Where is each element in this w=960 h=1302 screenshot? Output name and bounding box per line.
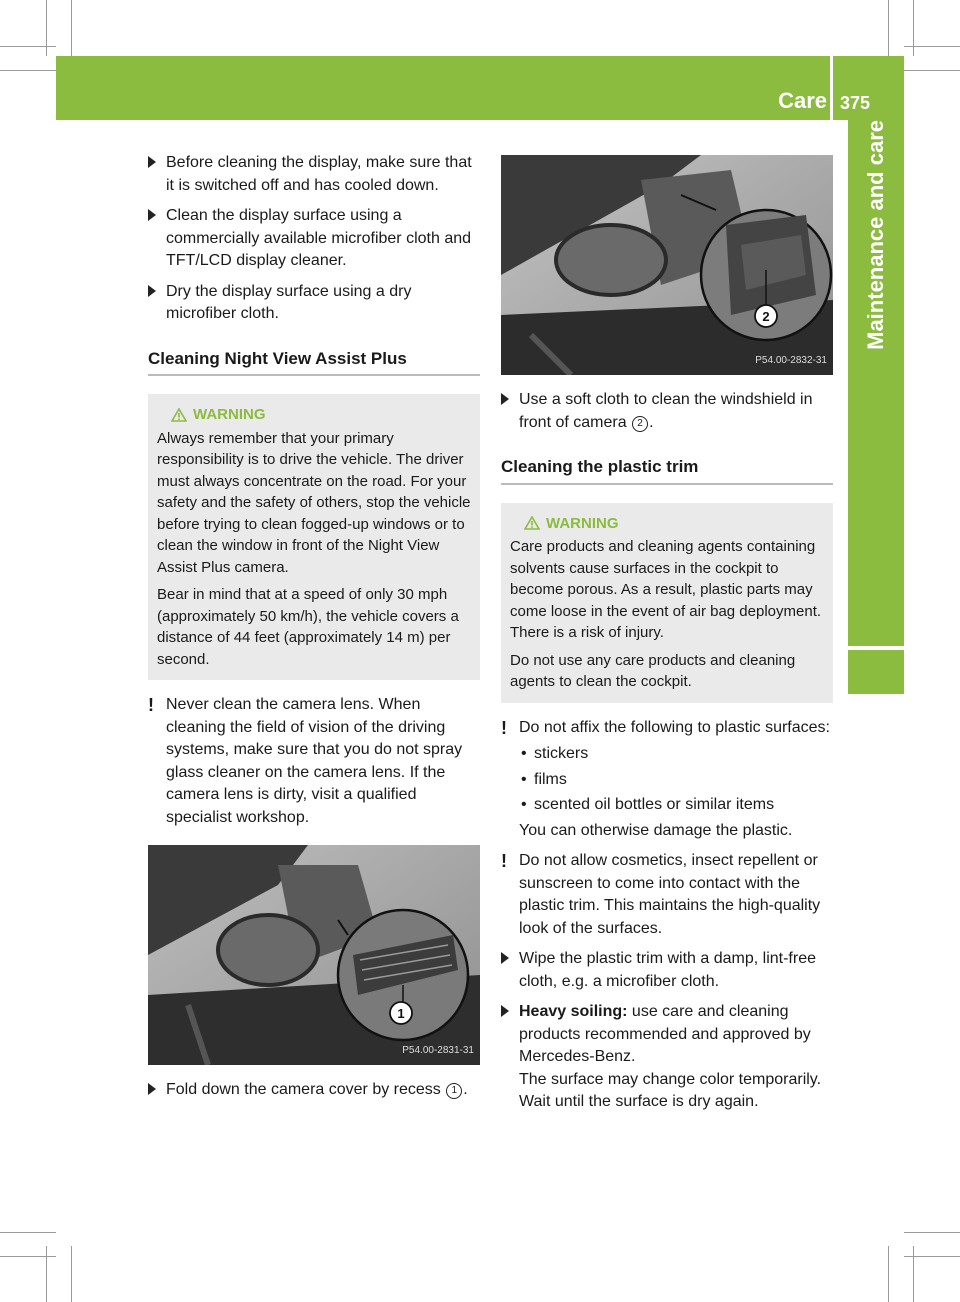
warning-title-text: WARNING	[193, 406, 266, 423]
caution-note	[501, 717, 833, 843]
crop-mark	[888, 0, 889, 56]
camera-illustration	[148, 845, 480, 1065]
crop-mark	[913, 1246, 914, 1302]
step-label: Heavy soiling:	[519, 1003, 628, 1020]
figure-code: P54.00-2831-31	[402, 1044, 474, 1056]
list-item-text: stickers	[534, 745, 589, 762]
crop-mark	[71, 0, 72, 56]
page-number: 375	[840, 93, 871, 113]
warning-box	[148, 394, 480, 680]
instruction-step	[148, 205, 480, 273]
section-heading: Cleaning Night View Assist Plus	[148, 348, 480, 377]
instruction-step	[501, 948, 833, 993]
step-text: Clean the display surface using a commercially available microfiber cloth and TFT/LCD display cleaner.	[166, 207, 472, 269]
arrow-bullet-icon	[148, 285, 156, 297]
callout-reference: 1	[446, 1083, 462, 1099]
crop-mark	[0, 70, 56, 71]
note-text: Never clean the camera lens. When cleaning the field of vision of the driving systems, make sure that you do not spray glass cleaner on the camera lens. If the camera lens is dirty, visit a qualified specialist workshop.	[166, 696, 463, 826]
camera-illustration	[501, 155, 833, 375]
note-text: You can otherwise damage the plastic.	[519, 821, 793, 839]
warning-title	[171, 404, 472, 426]
instruction-step	[148, 281, 480, 326]
warning-text: Always remember that your primary responsibility is to drive the vehicle. The driver must always concentrate on the road. For your safety and the safety of others, stop the vehicle before trying to clean fogged-up windows or to clean the window in front of the Night View Assist Plus camera.	[157, 429, 471, 576]
crop-mark	[913, 0, 914, 56]
right-column	[501, 155, 833, 1122]
arrow-bullet-icon	[148, 156, 156, 168]
exclamation-icon: !	[501, 717, 507, 738]
crop-mark	[71, 1246, 72, 1302]
step-text: use care and cleaning products recommended and approved by Mercedes-Benz.	[519, 1003, 811, 1065]
caution-note	[501, 850, 833, 940]
callout-number: 1	[397, 1006, 405, 1021]
instruction-step	[148, 1079, 480, 1102]
arrow-bullet-icon	[501, 393, 509, 405]
warning-title-text: WARNING	[546, 514, 619, 532]
arrow-bullet-icon	[148, 1083, 156, 1095]
crop-mark	[888, 1246, 889, 1302]
instruction-step	[501, 389, 833, 434]
note-text: Do not affix the following to plastic surfaces:	[519, 718, 830, 736]
callout-number: 2	[762, 309, 770, 324]
figure-code: P54.00-2832-31	[755, 354, 827, 366]
arrow-bullet-icon	[501, 952, 509, 964]
caution-note	[148, 694, 480, 829]
instruction-step	[148, 152, 480, 197]
warning-box	[501, 503, 833, 703]
crop-mark	[0, 1232, 56, 1233]
header-separator	[830, 56, 833, 120]
left-column	[148, 152, 480, 1110]
warning-triangle-icon	[524, 516, 540, 530]
crop-mark	[0, 46, 56, 47]
windshield-camera-photo	[501, 155, 833, 375]
exclamation-icon: !	[501, 851, 507, 871]
step-text: The surface may change color temporarily. Wait until the surface is dry again.	[519, 1070, 822, 1110]
crop-mark	[904, 70, 960, 71]
camera-cover-photo	[148, 845, 480, 1065]
warning-text: Bear in mind that at a speed of only 30 mph (approximately 50 km/h), the vehicle covers a distance of 44 feet (approximately 14 m) per second.	[157, 586, 459, 668]
crop-mark	[46, 1246, 47, 1302]
list-item: • scented oil bottles or similar items	[521, 796, 775, 813]
step-text: Dry the display surface using a dry microfiber cloth.	[166, 282, 412, 322]
warning-title	[524, 513, 825, 535]
step-text: Use a soft cloth to clean the windshield in front of camera	[519, 391, 813, 431]
arrow-bullet-icon	[501, 1005, 509, 1017]
crop-mark	[0, 1256, 56, 1257]
exclamation-icon: !	[148, 695, 154, 715]
step-text: Fold down the camera cover by recess	[166, 1081, 441, 1098]
crop-mark	[46, 0, 47, 56]
list-item: • stickers	[521, 745, 589, 762]
warning-text: Care products and cleaning agents containing solvents cause surfaces in the cockpit to become porous. As a result, plastic parts may come loose in the event of air bag deployment. There is a risk of injury.	[510, 538, 822, 641]
warning-triangle-icon	[171, 408, 187, 422]
instruction-step	[501, 1001, 833, 1114]
note-text: Do not allow cosmetics, insect repellent or sunscreen to come into contact with the plastic trim. This maintains the high-quality look of the surfaces.	[519, 852, 821, 937]
list-item: • films	[521, 770, 567, 788]
crop-mark	[904, 1232, 960, 1233]
warning-text: Do not use any care products and cleaning agents to clean the cockpit.	[510, 651, 796, 690]
list-item-text: scented oil bottles or similar items	[534, 796, 775, 813]
section-title: Care	[778, 88, 827, 113]
arrow-bullet-icon	[148, 209, 156, 221]
step-text: Wipe the plastic trim with a damp, lint-free cloth, e.g. a microfiber cloth.	[519, 950, 816, 990]
chapter-tab-label: Maintenance and care	[863, 120, 888, 350]
list-item-text: films	[534, 770, 567, 788]
chapter-marker	[848, 650, 904, 694]
section-heading: Cleaning the plastic trim	[501, 456, 833, 485]
callout-reference: 2	[632, 416, 648, 432]
step-text-end: .	[649, 413, 654, 431]
step-text-end: .	[463, 1081, 468, 1098]
step-text: Before cleaning the display, make sure that it is switched off and has cooled down.	[166, 154, 472, 194]
